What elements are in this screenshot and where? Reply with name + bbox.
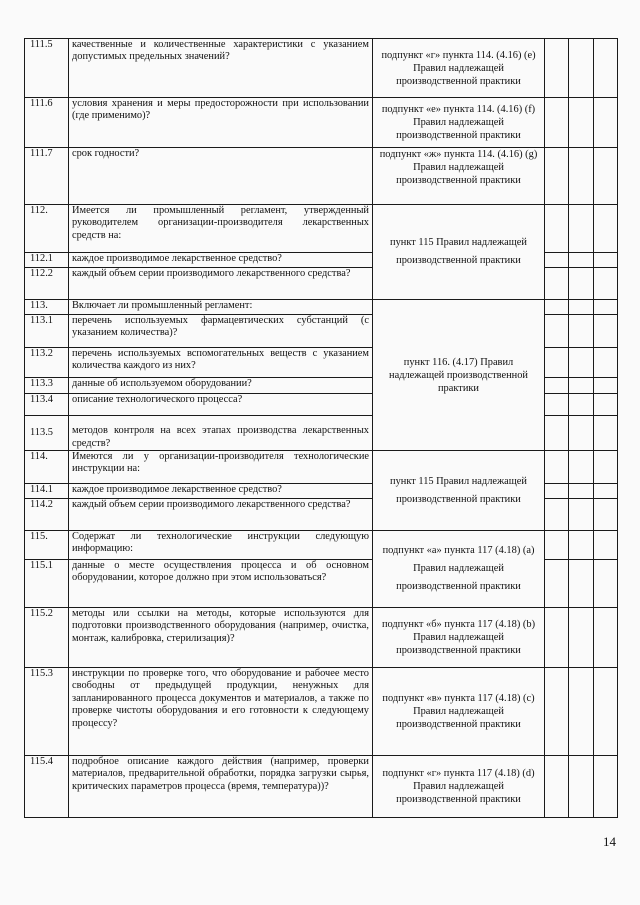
item-number: 111.7 xyxy=(25,148,69,205)
item-number: 115. xyxy=(25,531,69,560)
answer-yes-cell[interactable] xyxy=(545,315,569,348)
table-row-114 xyxy=(25,451,618,484)
question-text: каждое производимое лекарственное средство? xyxy=(69,253,373,268)
rule-reference: подпункт «а» пункта 117 (4.18) (а) Правил надлежащей производственной практики xyxy=(373,531,545,608)
answer-yes-cell[interactable] xyxy=(545,300,569,315)
question-text: каждое производимое лекарственное средство? xyxy=(69,484,373,499)
answer-no-cell[interactable] xyxy=(569,668,594,756)
item-number: 114. xyxy=(25,451,69,484)
answer-no-cell[interactable] xyxy=(569,499,594,531)
item-number: 115.2 xyxy=(25,608,69,668)
answer-na-cell[interactable] xyxy=(594,253,618,268)
answer-na-cell[interactable] xyxy=(594,348,618,378)
answer-na-cell[interactable] xyxy=(594,268,618,300)
question-text: Имеется ли промышленный регламент, утвержденный руководителем организации-производителя лекарственных средств на: xyxy=(69,205,373,253)
answer-no-cell[interactable] xyxy=(569,300,594,315)
item-number: 113.1 xyxy=(25,315,69,348)
answer-no-cell[interactable] xyxy=(569,315,594,348)
answer-na-cell[interactable] xyxy=(594,394,618,416)
question-text: перечень используемых вспомогательных веществ с указанием количества каждого из них? xyxy=(69,348,373,378)
answer-no-cell[interactable] xyxy=(569,98,594,148)
answer-na-cell[interactable] xyxy=(594,416,618,451)
question-text: подробное описание каждого действия (например, проверки материалов, предварительной обработки, порядка загрузки сырья, критических параметров процесса (время, температура))? xyxy=(69,756,373,818)
table-row-115-3 xyxy=(25,668,618,756)
answer-yes-cell[interactable] xyxy=(545,148,569,205)
question-text: данные о месте осуществления процесса и об основном оборудовании, которое должно при этом использоваться? xyxy=(69,560,373,608)
table-row-115-2 xyxy=(25,608,618,668)
rule-reference: подпункт «г» пункта 117 (4.18) (d) Правил надлежащей производственной практики xyxy=(373,756,545,818)
answer-na-cell[interactable] xyxy=(594,205,618,253)
question-text: Содержат ли технологические инструкции следующую информацию: xyxy=(69,531,373,560)
answer-na-cell[interactable] xyxy=(594,378,618,394)
answer-yes-cell[interactable] xyxy=(545,531,569,560)
answer-na-cell[interactable] xyxy=(594,560,618,608)
item-number: 113.4 xyxy=(25,394,69,416)
answer-yes-cell[interactable] xyxy=(545,668,569,756)
item-number: 113.2 xyxy=(25,348,69,378)
answer-no-cell[interactable] xyxy=(569,608,594,668)
question-text: срок годности? xyxy=(69,148,373,205)
table-row-113 xyxy=(25,300,618,315)
item-number: 113. xyxy=(25,300,69,315)
answer-na-cell[interactable] xyxy=(594,531,618,560)
item-number: 113.3 xyxy=(25,378,69,394)
rule-reference: пункт 115 Правил надлежащей производственной практики xyxy=(373,451,545,531)
answer-no-cell[interactable] xyxy=(569,416,594,451)
table-row-112 xyxy=(25,205,618,253)
question-text: Включает ли промышленный регламент: xyxy=(69,300,373,315)
question-text: данные об используемом оборудовании? xyxy=(69,378,373,394)
table-row-111-5 xyxy=(25,39,618,98)
answer-no-cell[interactable] xyxy=(569,205,594,253)
item-number: 115.1 xyxy=(25,560,69,608)
answer-na-cell[interactable] xyxy=(594,668,618,756)
answer-na-cell[interactable] xyxy=(594,499,618,531)
answer-na-cell[interactable] xyxy=(594,756,618,818)
answer-no-cell[interactable] xyxy=(569,268,594,300)
question-text: каждый объем серии производимого лекарственного средства? xyxy=(69,499,373,531)
question-text: инструкции по проверке того, что оборудование и рабочее место свободны от предыдущей продукции, ненужных для запланированного процесса документов и материалов, а также по проверке чистоты оборудования и его готовности к следующему процессу? xyxy=(69,668,373,756)
table-row-111-6 xyxy=(25,98,618,148)
answer-no-cell[interactable] xyxy=(569,756,594,818)
answer-yes-cell[interactable] xyxy=(545,253,569,268)
answer-yes-cell[interactable] xyxy=(545,268,569,300)
rule-reference: пункт 115 Правил надлежащей производственной практики xyxy=(373,205,545,300)
answer-yes-cell[interactable] xyxy=(545,39,569,98)
answer-yes-cell[interactable] xyxy=(545,98,569,148)
answer-yes-cell[interactable] xyxy=(545,560,569,608)
item-number: 112.2 xyxy=(25,268,69,300)
answer-yes-cell[interactable] xyxy=(545,484,569,499)
answer-yes-cell[interactable] xyxy=(545,394,569,416)
answer-na-cell[interactable] xyxy=(594,608,618,668)
item-number: 111.6 xyxy=(25,98,69,148)
answer-no-cell[interactable] xyxy=(569,531,594,560)
answer-na-cell[interactable] xyxy=(594,315,618,348)
answer-yes-cell[interactable] xyxy=(545,499,569,531)
answer-no-cell[interactable] xyxy=(569,560,594,608)
question-text: каждый объем серии производимого лекарственного средства? xyxy=(69,268,373,300)
question-text: условия хранения и меры предосторожности при использовании (где применимо)? xyxy=(69,98,373,148)
answer-na-cell[interactable] xyxy=(594,39,618,98)
answer-na-cell[interactable] xyxy=(594,484,618,499)
question-text: перечень используемых фармацевтических субстанций (с указанием количества)? xyxy=(69,315,373,348)
item-number: 113.5 xyxy=(25,416,69,451)
item-number: 111.5 xyxy=(25,39,69,98)
rule-reference: подпункт «е» пункта 114. (4.16) (f) Правил надлежащей производственной практики xyxy=(373,98,545,148)
answer-yes-cell[interactable] xyxy=(545,416,569,451)
answer-na-cell[interactable] xyxy=(594,300,618,315)
answer-no-cell[interactable] xyxy=(569,348,594,378)
answer-no-cell[interactable] xyxy=(569,39,594,98)
item-number: 112. xyxy=(25,205,69,253)
answer-yes-cell[interactable] xyxy=(545,348,569,378)
answer-no-cell[interactable] xyxy=(569,253,594,268)
answer-no-cell[interactable] xyxy=(569,394,594,416)
rule-reference: подпункт «г» пункта 114. (4.16) (e) Правил надлежащей производственной практики xyxy=(373,39,545,98)
rule-reference: подпункт «в» пункта 117 (4.18) (c) Правил надлежащей производственной практики xyxy=(373,668,545,756)
item-number: 114.2 xyxy=(25,499,69,531)
answer-yes-cell[interactable] xyxy=(545,608,569,668)
answer-na-cell[interactable] xyxy=(594,98,618,148)
answer-yes-cell[interactable] xyxy=(545,378,569,394)
answer-no-cell[interactable] xyxy=(569,148,594,205)
question-text: описание технологического процесса? xyxy=(69,394,373,416)
table-row-115-4 xyxy=(25,756,618,818)
table-row-111-7 xyxy=(25,148,618,205)
answer-no-cell[interactable] xyxy=(569,451,594,484)
question-text: качественные и количественные характеристики с указанием допустимых предельных значений? xyxy=(69,39,373,98)
answer-no-cell[interactable] xyxy=(569,378,594,394)
item-number: 115.4 xyxy=(25,756,69,818)
answer-yes-cell[interactable] xyxy=(545,205,569,253)
answer-yes-cell[interactable] xyxy=(545,451,569,484)
checklist-table xyxy=(24,38,618,818)
answer-na-cell[interactable] xyxy=(594,148,618,205)
question-text: Имеются ли у организации-производителя технологические инструкции на: xyxy=(69,451,373,484)
rule-reference: подпункт «ж» пункта 114. (4.16) (g) Правил надлежащей производственной практики xyxy=(373,148,545,205)
answer-na-cell[interactable] xyxy=(594,451,618,484)
item-number: 112.1 xyxy=(25,253,69,268)
rule-reference: подпункт «б» пункта 117 (4.18) (b) Правил надлежащей производственной практики xyxy=(373,608,545,668)
item-number: 115.3 xyxy=(25,668,69,756)
rule-reference: пункт 116. (4.17) Правил надлежащей производственной практики xyxy=(373,300,545,451)
page-number: 14 xyxy=(603,834,616,849)
item-number: 114.1 xyxy=(25,484,69,499)
table-row-115 xyxy=(25,531,618,560)
question-text: методы или ссылки на методы, которые используются для подготовки производственного оборудования (например, очистка, монтаж, калибровка, стерилизация)? xyxy=(69,608,373,668)
answer-yes-cell[interactable] xyxy=(545,756,569,818)
answer-no-cell[interactable] xyxy=(569,484,594,499)
question-text: методов контроля на всех этапах производства лекарственных средств? xyxy=(69,416,373,451)
